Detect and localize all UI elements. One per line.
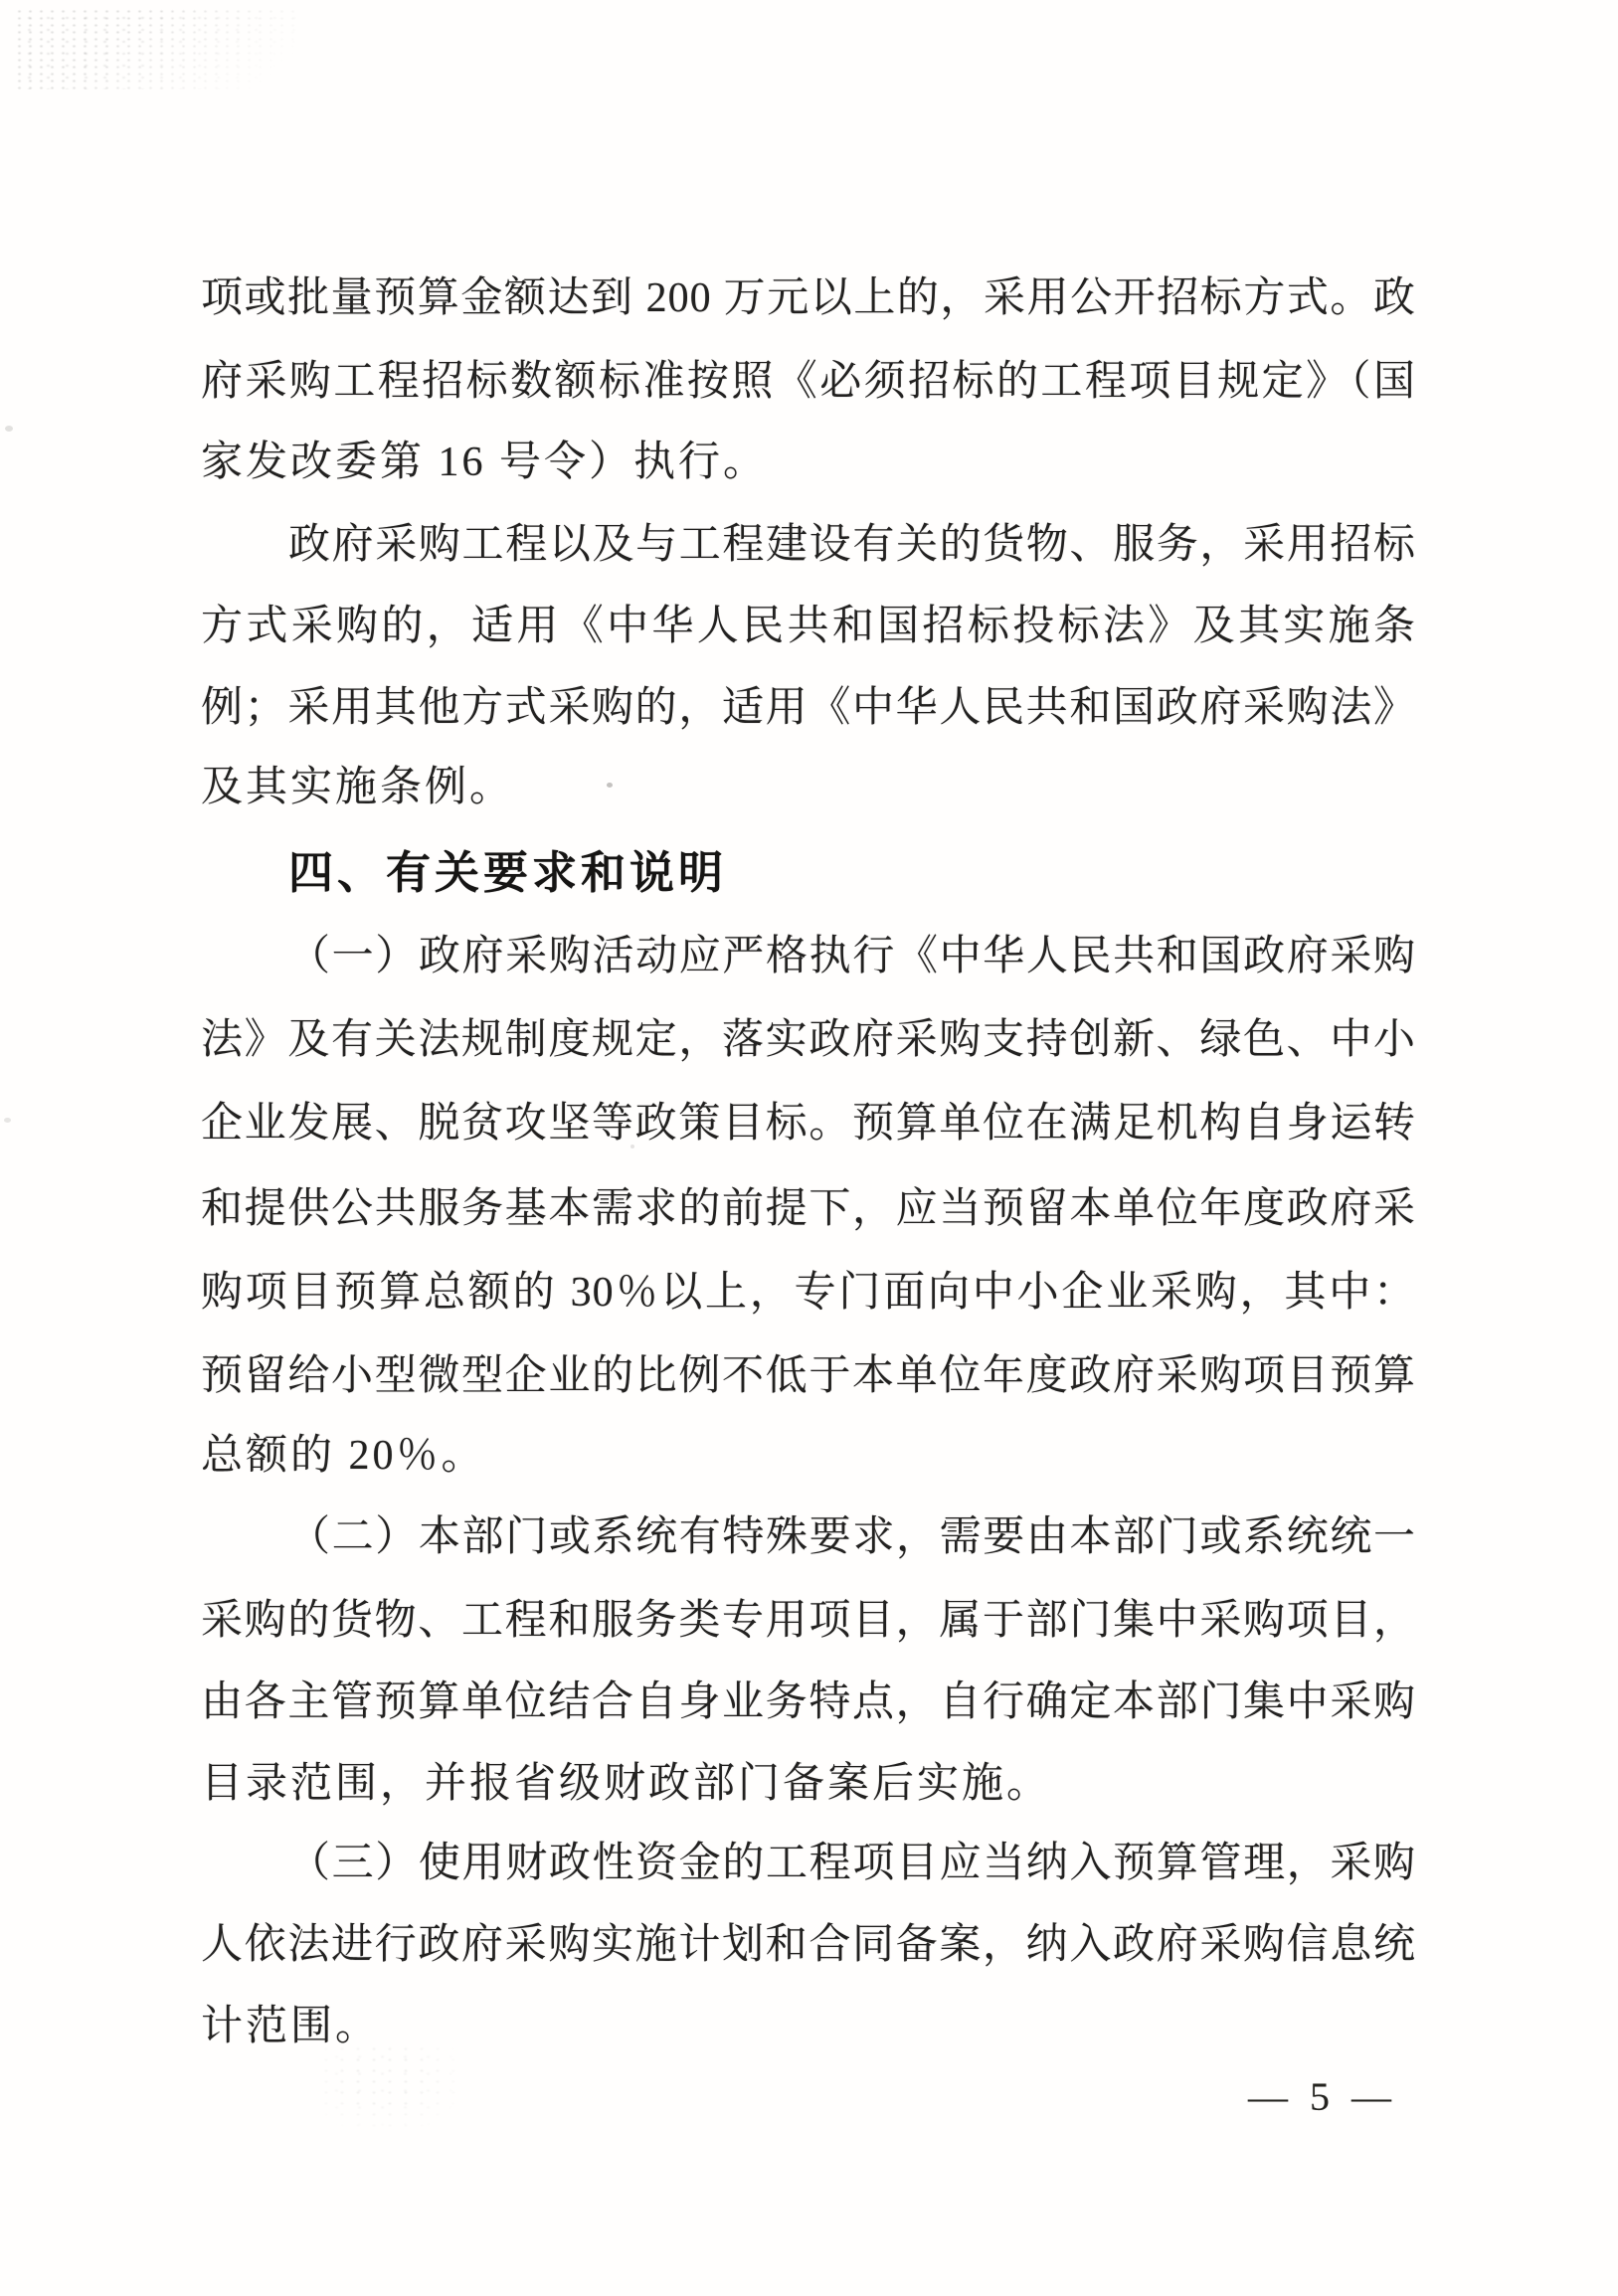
text-line: 人依法进行政府采购实施计划和合同备案，纳入政府采购信息统 <box>201 1922 1416 1968</box>
text-line: 总额的 20％。 <box>201 1433 486 1479</box>
text-line: 方式采购的，适用《中华人民共和国招标投标法》及其实施条 <box>201 604 1416 649</box>
text-line: 目录范围，并报省级财政部门备案后实施。 <box>201 1761 1052 1807</box>
text-line: 家发改委第 16 号令）执行。 <box>201 440 769 485</box>
text-line: 企业发展、脱贫攻坚等政策目标。预算单位在满足机构自身运转 <box>201 1101 1416 1147</box>
text-line: 计范围。 <box>201 2004 381 2049</box>
page-number: — 5 — <box>1248 2074 1397 2119</box>
text-line: （二）本部门或系统有特殊要求，需要由本部门或系统统一 <box>288 1514 1416 1560</box>
text-line: 购项目预算总额的 30％以上，专门面向中小企业采购，其中： <box>201 1270 1416 1316</box>
text-line: 例；采用其他方式采购的，适用《中华人民共和国政府采购法》 <box>201 685 1416 731</box>
scan-noise-top-left <box>14 8 297 89</box>
text-line: 项或批量预算金额达到 200 万元以上的，采用公开招标方式。政 <box>201 275 1416 321</box>
scan-speck <box>4 1118 11 1123</box>
scan-speck <box>5 426 13 432</box>
text-line: 府采购工程招标数额标准按照《必须招标的工程项目规定》（国 <box>201 359 1416 405</box>
text-line: 和提供公共服务基本需求的前提下，应当预留本单位年度政府采 <box>201 1186 1416 1232</box>
text-line: 法》及有关法规制度规定，落实政府采购支持创新、绿色、中小 <box>201 1017 1416 1063</box>
text-line: 政府采购工程以及与工程建设有关的货物、服务，采用招标 <box>288 522 1416 568</box>
section-heading: 四、有关要求和说明 <box>288 847 728 898</box>
text-line: 由各主管预算单位结合自身业务特点，自行确定本部门集中采购 <box>201 1679 1416 1725</box>
text-line: 采购的货物、工程和服务类专用项目，属于部门集中采购项目， <box>201 1598 1416 1644</box>
text-line: 预留给小型微型企业的比例不低于本单位年度政府采购项目预算 <box>201 1353 1416 1399</box>
text-line: （一）政府采购活动应严格执行《中华人民共和国政府采购 <box>288 934 1416 979</box>
text-line: 及其实施条例。 <box>201 765 515 810</box>
text-line: （三）使用财政性资金的工程项目应当纳入预算管理，采购 <box>288 1841 1416 1886</box>
